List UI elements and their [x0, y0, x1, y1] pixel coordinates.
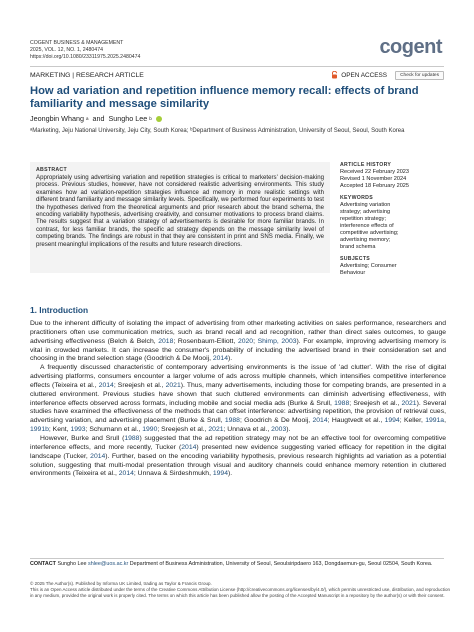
text-run: ; Kent,	[48, 426, 71, 434]
citation-link[interactable]: 1991a	[425, 417, 445, 425]
abstract-box	[30, 162, 330, 273]
keyword-line: brand schema	[340, 244, 376, 250]
text-run: ; Sreejesh et al.,	[113, 381, 166, 389]
paragraph-1	[30, 320, 446, 364]
contact-label: CONTACT	[30, 561, 56, 567]
text-run: ). Several studies have examined the effectiveness of the methods that can offset interference: advertising repetition, the provision of retrieval cues, advertising variation, and advertising placement (Burke & Srull,	[30, 399, 446, 425]
citation-link[interactable]: 2014	[312, 417, 328, 425]
license-text: This is an Open Access article distributed under the terms of the Creative Commons Attribution License (http://creativecommons.org/licenses/by/4.0/), which permits unrestricted use, distribution, and reproduction in any medium, provided the original work is properly cited. The terms on which this article has been published allow the posting of the Accepted Manuscript in a repository by the author(s) or with their consent.	[30, 586, 450, 598]
author-first[interactable]: Jeongbin Whang	[30, 114, 84, 123]
keyword-line: interference effects of	[340, 223, 394, 229]
citation-link[interactable]: 1993	[70, 426, 86, 434]
contact-address: Department of Business Administration, University of Seoul, Seoulsiripdaero 163, Dongdaemun-gu, Seoul 02504, South Korea.	[129, 561, 433, 567]
author-second[interactable]: Sungho Lee	[108, 114, 148, 123]
journal-info	[30, 40, 330, 61]
text-run: ;	[253, 337, 258, 345]
contact-name: Sungho Lee	[57, 561, 87, 567]
keywords	[340, 195, 452, 251]
citation-link[interactable]: 1990	[142, 426, 158, 434]
author-first-sup: a	[85, 116, 89, 121]
text-run: A frequently discussed characteristic of contemporary advertising environments is the issue of 'ad clutter'. With the rise of digital advertising platforms, consumers encounter a larger volume of ads across multiple channels, which intensifies competitive interference effects (Teixeira et al.,	[30, 364, 446, 389]
subjects	[340, 256, 452, 277]
citation-link[interactable]: 2003	[271, 426, 287, 434]
license-info	[30, 581, 450, 598]
history-heading: ARTICLE HISTORY	[340, 162, 392, 168]
logo-text: cogent	[379, 36, 442, 58]
open-access-label: OPEN ACCESS	[341, 71, 388, 79]
article-sidebar	[340, 162, 452, 282]
subjects-heading: SUBJECTS	[340, 256, 371, 262]
contact-email[interactable]: shlee@uos.ac.kr	[88, 561, 129, 567]
text-run: ; Unnava et al.,	[223, 426, 272, 434]
history-line: Revised 1 November 2024	[340, 176, 407, 182]
footer-divider	[30, 558, 444, 559]
text-run: Due to the inherent difficulty of isolating the impact of advertising from other marketing activities on sales performance, researchers and practitioners often use communication metrics, such as brand recall and ad recognition, rather than direct sales outcomes, to gauge advertising effectiveness (Belch & Belch,	[30, 320, 446, 345]
text-run: ; Rosenbaum-Elliott,	[173, 337, 238, 345]
text-run: ; Unnava & Sirdeshmukh,	[133, 470, 213, 478]
text-run: ; Goodrich & De Mooij,	[239, 417, 313, 425]
author-second-sup: b	[149, 116, 152, 121]
article-type-row	[30, 69, 444, 81]
citation-link[interactable]: 2014	[98, 381, 114, 389]
keyword-line: advertising memory;	[340, 237, 391, 243]
subject-line: Behaviour	[340, 270, 366, 276]
text-run: ) suggested that the ad repetition strategy may not be an effective tool for overcoming competitive interference effects, and more recently, Tucker (	[30, 434, 446, 451]
orcid-icon[interactable]	[156, 116, 162, 122]
keyword-line: strategy; advertising	[340, 209, 391, 215]
text-run: ; Sreejesh et al.,	[349, 399, 402, 407]
citation-link[interactable]: 2020	[237, 337, 254, 345]
citation-link[interactable]: 2021	[401, 399, 417, 407]
article-type: MARKETING | RESEARCH ARTICLE	[30, 71, 144, 79]
open-lock-icon	[331, 71, 338, 79]
abstract-heading: ABSTRACT	[36, 167, 67, 173]
text-run: However, Burke and Srull (	[40, 434, 125, 442]
text-run: ; Haugtvedt et al.,	[327, 417, 385, 425]
article-history	[340, 162, 452, 190]
subject-line: Advertising; Consumer	[340, 263, 397, 269]
copyright-line: © 2025 The Author(s). Published by Informa UK Limited, trading as Taylor & Francis Group.	[30, 581, 212, 586]
citation-link[interactable]: 2018	[158, 337, 174, 345]
body-text	[30, 320, 446, 479]
section-heading: 1. Introduction	[30, 305, 89, 315]
text-run: ). Further, based on the encoding variability hypothesis, previous research highlights ad variation as a potential solution, suggesting that multi-modal presentation through visual and auditory channels could enhance memory retention in cluttered environments (Teixeira et al.,	[30, 452, 447, 478]
citation-link[interactable]: 2014	[181, 443, 197, 451]
header-divider	[30, 66, 444, 67]
text-run: ). Thus, many advertisements, including those for competing brands, are presented in a cluttered environment. Previous studies have shown that such cluttered environments can diminish advertising effectiveness, with interference effects observed across formats, including mobile and social media ads (Burke & Srull,	[30, 381, 446, 407]
citation-link[interactable]: 1988	[334, 399, 350, 407]
keyword-line: Advertising variation	[340, 202, 391, 208]
citation-link[interactable]: 2014	[212, 355, 228, 363]
check-updates-button[interactable]: Check for updates	[395, 71, 444, 80]
text-run: ,	[444, 417, 446, 425]
journal-doi[interactable]: https://doi.org/10.1080/23311975.2025.2480474	[30, 54, 141, 60]
citation-link[interactable]: 2021	[208, 426, 224, 434]
journal-name: COGENT BUSINESS & MANAGEMENT	[30, 40, 124, 46]
keywords-heading: KEYWORDS	[340, 195, 373, 201]
author-list	[30, 114, 162, 123]
history-line: Received 22 February 2023	[340, 169, 410, 175]
contact-info	[30, 561, 450, 568]
citation-link[interactable]: 2014	[90, 452, 106, 460]
text-run: ).	[228, 470, 233, 478]
open-access-badge	[331, 71, 387, 79]
paragraph-2	[30, 364, 446, 435]
citation-link[interactable]: 1991b	[30, 426, 49, 434]
citation-link[interactable]: Shimp, 2003	[257, 337, 297, 345]
citation-link[interactable]: 1994	[384, 417, 400, 425]
text-run: ).	[286, 426, 291, 434]
author-and: and	[90, 114, 107, 123]
citation-link[interactable]: 1994	[212, 470, 228, 478]
citation-link[interactable]: 2014	[118, 470, 134, 478]
text-run: ; Sreejesh et al.,	[157, 426, 209, 434]
history-line: Accepted 18 February 2025	[340, 183, 410, 189]
journal-volume: 2025, VOL. 12, NO. 1, 2480474	[30, 47, 103, 53]
text-run: ).	[228, 355, 233, 363]
keyword-line: competitive advertising;	[340, 230, 399, 236]
paragraph-3	[30, 435, 446, 479]
affiliations: ᵃMarketing, Jeju National University, Jeju City, South Korea; ᵇDepartment of Business Administration, University of Seoul, Seoul, South Korea	[30, 128, 405, 134]
citation-link[interactable]: 1988	[224, 417, 240, 425]
abstract-text: Appropriately using advertising variation and repetition strategies is critical to marketers' decision-making process. Previous studies, however, have not considered realistic advertising environments. This study examines how ad variation-repetition strategies influence ad memory in more realistic settings with different brand familiarity and message similarity levels. Specifically, we performed four experiments to test the hypotheses derived from the theoretical arguments and prior research about the brand schema, the encoding variability hypothesis, advertising creativity, and consumer motivations to process brand claims. The results suggest that a variation strategy of advertisements is desirable for more familiar brands. In contrast, for less familiar brands, the specific ad strategy depends on the message similarity level of competing brands. The findings are robust in that they are consistent in print and SNS media. Finally, we present meaningful implications of the results and future research directions.	[36, 174, 324, 248]
text-run: ; Keller,	[399, 417, 426, 425]
text-run: ). For example, improving advertising memory is vital in crowded markets. It can increase the consumer's probability of including the advertised brand in their consideration set and choosing in the brand selection stage (Goodrich & De Mooij,	[30, 337, 446, 363]
cogent-logo	[379, 36, 442, 59]
citation-link[interactable]: 2021	[165, 381, 181, 389]
text-run: ) presented new evidence suggesting varied efficacy for repetition in the digital landscape (Tucker,	[30, 443, 446, 460]
article-title: How ad variation and repetition influence memory recall: effects of brand familiarity and message similarity	[30, 85, 419, 110]
citation-link[interactable]: 1988	[124, 434, 140, 442]
text-run: ; Schumann et al.,	[85, 426, 143, 434]
keyword-line: repetition strategy;	[340, 216, 387, 222]
